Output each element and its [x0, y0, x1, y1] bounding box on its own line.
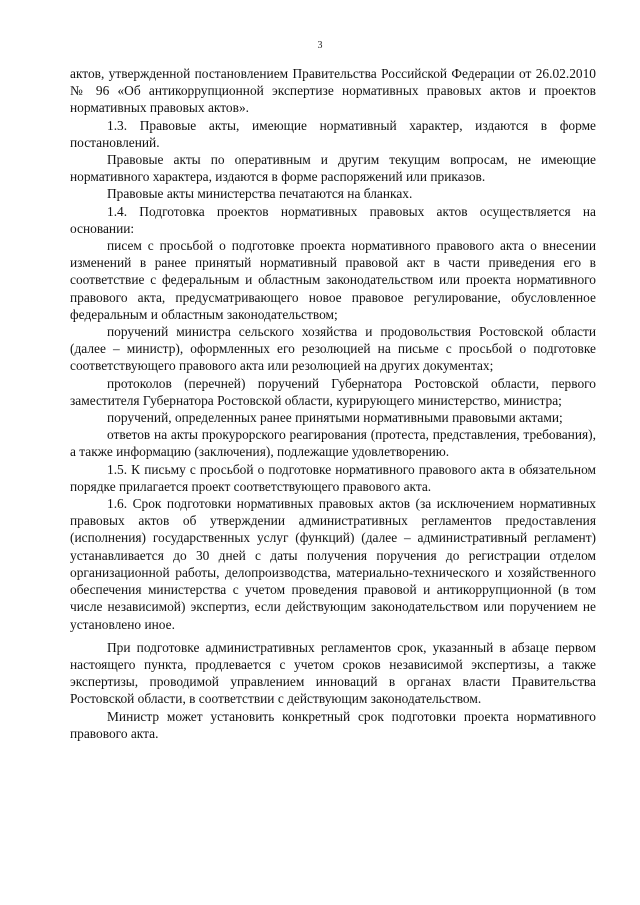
paragraph: протоколов (перечней) поручений Губернатора Ростовской области, первого заместителя Губернатора Ростовской области, курирующего министерство, министра; [70, 375, 596, 408]
paragraph: 1.3. Правовые акты, имеющие нормативный характер, издаются в форме постановлений. [70, 117, 596, 150]
paragraph: писем с просьбой о подготовке проекта нормативного правового акта о внесении изменений в ранее принятый нормативный правовой акт в части приведения его в соответствие с федеральным и областным законодательством или проекта нормативного правового акта, предусматривающего новое правовое регулирование, обусловленное федеральным и областным законодательством; [70, 238, 596, 322]
paragraph: 1.4. Подготовка проектов нормативных правовых актов осуществляется на основании: [70, 203, 596, 236]
paragraph: Министр может установить конкретный срок подготовки проекта нормативного правового акта. [70, 708, 596, 741]
paragraph: Правовые акты министерства печатаются на бланках. [107, 186, 413, 202]
paragraph: поручений, определенных ранее принятыми нормативными правовыми актами; [107, 410, 563, 426]
document-body [70, 65, 596, 742]
paragraph: ответов на акты прокурорского реагирования (протеста, представления, требования), а также информацию (заключения), подлежащие удовлетворению. [70, 427, 596, 460]
page-number: 3 [317, 40, 323, 51]
paragraph: Правовые акты по оперативным и другим текущим вопросам, не имеющие нормативного характера, издаются в форме распоряжений или приказов. [70, 152, 596, 185]
paragraph: поручений министра сельского хозяйства и продовольствия Ростовской области (далее – министр), оформленных его резолюцией на письме с просьбой о подготовке соответствующего правового акта или резолюцией на других документах; [70, 324, 596, 374]
paragraph: 1.6. Срок подготовки нормативных правовых актов (за исключением нормативных правовых актов об утверждении административных регламентов предоставления (исполнения) государственных услуг (функций) (далее – административный регламент) устанавливается до 30 дней с даты получения поручения до регистрации отделом организационной работы, делопроизводства, материально-технического и хозяйственного обеспечения министерства с учетом проведения правовой и антикоррупционной (в том числе независимой) экспертиз, если действующим законодательством или поручением не установлено иное. [70, 496, 596, 632]
paragraph: 1.5. К письму с просьбой о подготовке нормативного правового акта в обязательном порядке прилагается проект соответствующего правового акта. [70, 461, 596, 494]
paragraph: актов, утвержденной постановлением Правительства Российской Федерации от 26.02.2010 № 96 «Об антикоррупционной экспертизе нормативных правовых актов и проектов нормативных правовых актов». [70, 66, 596, 116]
paragraph: При подготовке административных регламентов срок, указанный в абзаце первом настоящего пункта, продлевается с учетом сроков независимой экспертизы, а также экспертизы, проводимой управлением инноваций в органах власти Правительства Ростовской области, в соответствии с действующим законодательством. [70, 639, 596, 707]
